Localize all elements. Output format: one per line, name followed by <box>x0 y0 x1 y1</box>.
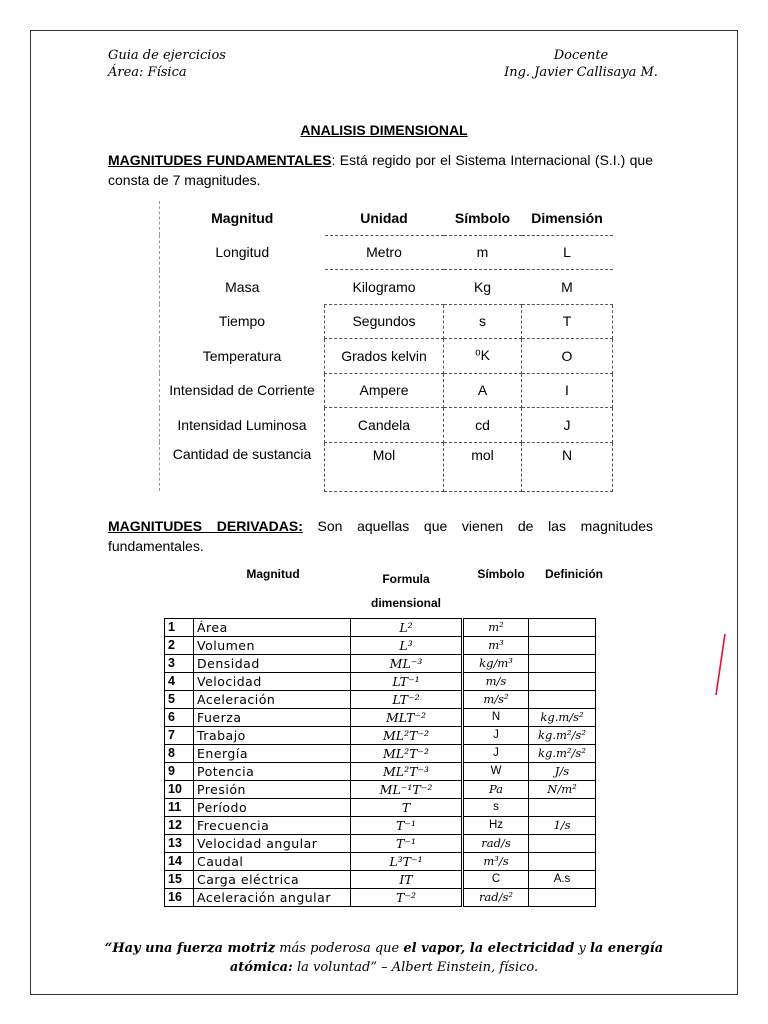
table-row <box>165 853 596 871</box>
cell-definicion <box>529 889 596 907</box>
cell-unidad: Metro <box>325 235 444 270</box>
cell-simbolo: Hz <box>464 817 529 835</box>
cell-number: 13 <box>165 835 194 853</box>
table-row <box>160 304 613 339</box>
derived-col-formula: Formula dimensional <box>370 572 441 610</box>
fundamentales-paragraph <box>108 150 653 190</box>
cell-number: 5 <box>165 691 194 709</box>
cell-simbolo: rad/s² <box>464 889 529 907</box>
cell-simbolo: W <box>464 763 529 781</box>
document-page <box>30 30 738 995</box>
cell-formula: T⁻¹ <box>351 817 462 835</box>
cell-unidad: Mol <box>325 442 444 491</box>
cell-number: 11 <box>165 799 194 817</box>
header-docente-label: Docente <box>553 48 609 63</box>
col-unidad: Unidad <box>325 201 444 235</box>
cell-unidad: Kilogramo <box>325 270 444 305</box>
quote-part-2: más poderosa que <box>275 941 404 956</box>
cell-definicion <box>529 853 596 871</box>
cell-magnitud: Área <box>194 619 351 637</box>
header-teacher-name: Ing. Javier Callisaya M. <box>504 65 658 80</box>
table-row <box>165 781 596 799</box>
header-guide-label: Guia de ejercicios <box>108 48 226 63</box>
cell-dimension: T <box>522 304 613 339</box>
table-row <box>165 619 596 637</box>
cell-dimension: N <box>522 442 613 491</box>
cell-definicion: 1/s <box>529 817 596 835</box>
quote-part-4: y <box>574 941 590 956</box>
header-right <box>471 47 691 81</box>
cell-definicion: A.s <box>529 871 596 889</box>
cell-unidad: Segundos <box>325 304 444 339</box>
derivadas-heading: MAGNITUDES DERIVADAS: <box>108 518 303 534</box>
cell-formula: MLT⁻² <box>351 709 462 727</box>
quote-part-1: “Hay una fuerza motriz <box>104 941 276 956</box>
table-row <box>165 799 596 817</box>
cell-unidad: Ampere <box>325 373 444 408</box>
cell-simbolo: J <box>464 727 529 745</box>
cell-definicion: N/m² <box>529 781 596 799</box>
derived-magnitudes-table <box>164 618 596 907</box>
cell-dimension: I <box>522 373 613 408</box>
cell-dimension: O <box>522 339 613 374</box>
cell-magnitud: Cantidad de sustancia <box>160 442 325 491</box>
quote-part-6: la voluntad” – Albert Einstein, físico. <box>292 960 539 975</box>
cell-number: 16 <box>165 889 194 907</box>
cell-formula: L³T⁻¹ <box>351 853 462 871</box>
fundamental-magnitudes-table <box>159 201 613 492</box>
cell-number: 10 <box>165 781 194 799</box>
table-row <box>165 871 596 889</box>
cell-number: 4 <box>165 673 194 691</box>
cell-definicion <box>529 619 596 637</box>
cell-number: 1 <box>165 619 194 637</box>
cell-simbolo: ⁰K <box>444 339 522 374</box>
table-header-row <box>160 201 613 235</box>
table-row <box>165 763 596 781</box>
header-left <box>108 47 226 81</box>
derivadas-paragraph <box>108 516 653 556</box>
cell-unidad: Candela <box>325 408 444 443</box>
cell-simbolo: m/s² <box>464 691 529 709</box>
cell-definicion <box>529 637 596 655</box>
cell-magnitud: Aceleración <box>194 691 351 709</box>
cell-number: 12 <box>165 817 194 835</box>
cell-simbolo: s <box>444 304 522 339</box>
table-row <box>165 745 596 763</box>
cell-definicion: kg.m/s² <box>529 709 596 727</box>
cell-magnitud: Volumen <box>194 637 351 655</box>
cell-number: 2 <box>165 637 194 655</box>
cell-simbolo: C <box>464 871 529 889</box>
red-pen-mark <box>713 632 729 698</box>
cell-formula: IT <box>351 871 462 889</box>
cell-simbolo: s <box>464 799 529 817</box>
quote-part-3: el vapor, la electricidad <box>403 941 575 956</box>
col-dimension: Dimensión <box>522 201 613 235</box>
table-row <box>165 835 596 853</box>
cell-formula: LT⁻¹ <box>351 673 462 691</box>
cell-magnitud: Tiempo <box>160 304 325 339</box>
cell-simbolo: m² <box>464 619 529 637</box>
cell-number: 9 <box>165 763 194 781</box>
cell-magnitud: Período <box>194 799 351 817</box>
cell-definicion <box>529 655 596 673</box>
cell-simbolo: J <box>464 745 529 763</box>
table-row <box>165 817 596 835</box>
derived-col-definicion: Definición <box>544 567 603 581</box>
cell-magnitud: Frecuencia <box>194 817 351 835</box>
cell-magnitud: Energía <box>194 745 351 763</box>
cell-magnitud: Velocidad angular <box>194 835 351 853</box>
cell-magnitud: Fuerza <box>194 709 351 727</box>
cell-definicion: kg.m²/s² <box>529 745 596 763</box>
cell-number: 6 <box>165 709 194 727</box>
cell-magnitud: Trabajo <box>194 727 351 745</box>
cell-simbolo: N <box>464 709 529 727</box>
cell-magnitud: Aceleración angular <box>194 889 351 907</box>
cell-simbolo: m³/s <box>464 853 529 871</box>
cell-simbolo: m/s <box>464 673 529 691</box>
derivadas-text: Son aquellas que vienen de las magnitudes fundamentales. <box>108 518 654 554</box>
fundamentales-text: : Está regido por el Sistema Internacional (S.I.) que consta de 7 magnitudes. <box>108 152 653 188</box>
col-magnitud: Magnitud <box>160 201 325 235</box>
cell-definicion: kg.m²/s² <box>529 727 596 745</box>
cell-number: 14 <box>165 853 194 871</box>
cell-definicion <box>529 835 596 853</box>
table-row <box>160 339 613 374</box>
cell-dimension: L <box>522 235 613 270</box>
cell-simbolo: m³ <box>464 637 529 655</box>
cell-formula: ML⁻¹T⁻² <box>351 781 462 799</box>
cell-formula: ML²T⁻² <box>351 745 462 763</box>
cell-formula: T <box>351 799 462 817</box>
cell-magnitud: Temperatura <box>160 339 325 374</box>
table-row <box>165 637 596 655</box>
cell-dimension: J <box>522 408 613 443</box>
fundamentales-heading: MAGNITUDES FUNDAMENTALES <box>108 152 332 168</box>
table-row <box>165 691 596 709</box>
cell-number: 7 <box>165 727 194 745</box>
table-row <box>160 235 613 270</box>
cell-magnitud: Velocidad <box>194 673 351 691</box>
quote-part-5: la energía atómica: <box>229 941 664 975</box>
cell-simbolo: A <box>444 373 522 408</box>
cell-magnitud: Intensidad de Corriente <box>160 373 325 408</box>
table-row <box>165 889 596 907</box>
table-row <box>165 727 596 745</box>
cell-magnitud: Caudal <box>194 853 351 871</box>
derived-col-simbolo: Símbolo <box>477 567 525 581</box>
cell-formula: ML⁻³ <box>351 655 462 673</box>
cell-definicion: J/s <box>529 763 596 781</box>
cell-formula: L² <box>351 619 462 637</box>
table-row <box>160 373 613 408</box>
cell-simbolo: Pa <box>464 781 529 799</box>
cell-simbolo: kg/m³ <box>464 655 529 673</box>
col-simbolo: Símbolo <box>444 201 522 235</box>
cell-formula: T⁻¹ <box>351 835 462 853</box>
cell-magnitud: Masa <box>160 270 325 305</box>
cell-formula: LT⁻² <box>351 691 462 709</box>
cell-definicion <box>529 673 596 691</box>
cell-magnitud: Intensidad Luminosa <box>160 408 325 443</box>
cell-simbolo: m <box>444 235 522 270</box>
cell-simbolo: Kg <box>444 270 522 305</box>
table-row <box>165 709 596 727</box>
cell-simbolo: cd <box>444 408 522 443</box>
cell-formula: L³ <box>351 637 462 655</box>
cell-magnitud: Presión <box>194 781 351 799</box>
cell-formula: T⁻² <box>351 889 462 907</box>
table-row <box>160 442 613 491</box>
einstein-quote <box>91 939 677 977</box>
derived-col-magnitud: Magnitud <box>246 567 300 581</box>
table-row <box>165 655 596 673</box>
cell-definicion <box>529 691 596 709</box>
cell-magnitud: Potencia <box>194 763 351 781</box>
cell-number: 3 <box>165 655 194 673</box>
cell-magnitud: Densidad <box>194 655 351 673</box>
page-title: ANALISIS DIMENSIONAL <box>300 122 468 138</box>
header-area-label: Área: Física <box>108 65 187 80</box>
table-row <box>160 270 613 305</box>
cell-definicion <box>529 799 596 817</box>
cell-number: 15 <box>165 871 194 889</box>
cell-unidad: Grados kelvin <box>325 339 444 374</box>
cell-magnitud: Carga eléctrica <box>194 871 351 889</box>
cell-dimension: M <box>522 270 613 305</box>
cell-simbolo: rad/s <box>464 835 529 853</box>
cell-number: 8 <box>165 745 194 763</box>
cell-simbolo: mol <box>444 442 522 491</box>
table-row <box>160 408 613 443</box>
cell-formula: ML²T⁻² <box>351 727 462 745</box>
table-row <box>165 673 596 691</box>
cell-formula: ML²T⁻³ <box>351 763 462 781</box>
cell-magnitud: Longitud <box>160 235 325 270</box>
